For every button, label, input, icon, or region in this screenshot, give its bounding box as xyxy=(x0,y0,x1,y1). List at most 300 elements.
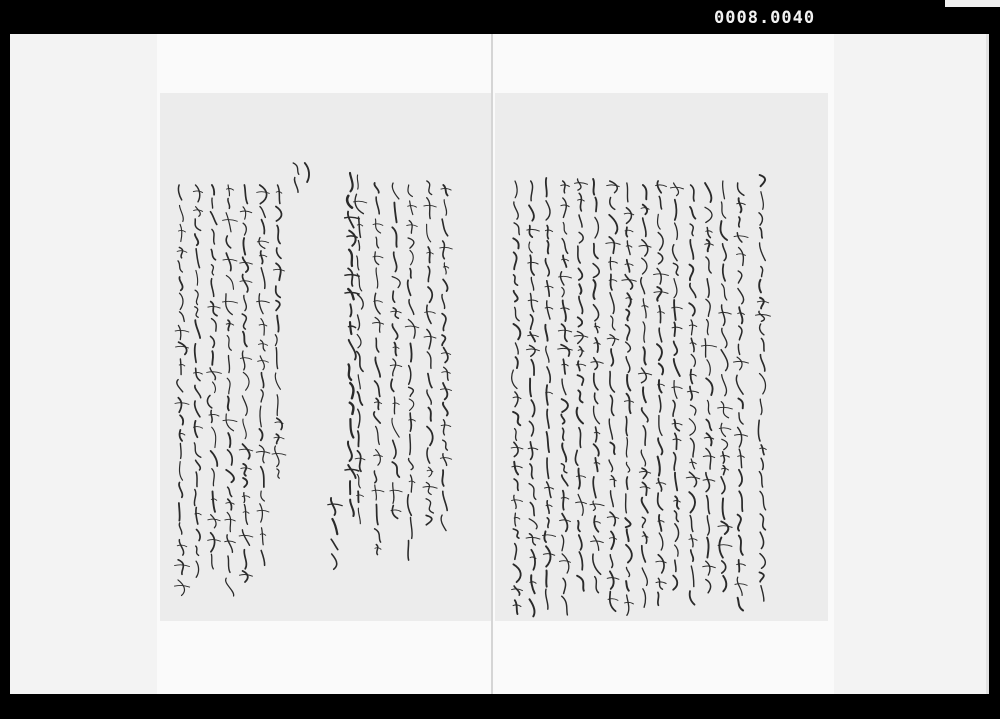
brush-stroke xyxy=(180,312,185,322)
brush-stroke xyxy=(738,344,739,354)
brush-stroke xyxy=(196,249,199,268)
brush-stroke xyxy=(226,414,234,431)
brush-stroke xyxy=(659,196,661,209)
brush-stroke xyxy=(514,291,518,302)
brush-stroke xyxy=(261,251,263,264)
brush-stroke xyxy=(515,181,517,198)
brush-stroke xyxy=(531,400,534,416)
brush-stroke xyxy=(513,529,519,538)
brush-stroke xyxy=(513,564,520,582)
brush-stroke xyxy=(642,368,647,383)
brush-stroke xyxy=(226,236,230,248)
brush-stroke xyxy=(526,229,539,231)
brush-stroke xyxy=(408,238,414,248)
brush-stroke xyxy=(626,545,632,563)
brush-stroke xyxy=(373,455,382,457)
brush-stroke xyxy=(562,514,567,532)
brush-stroke xyxy=(277,418,282,429)
brush-stroke xyxy=(643,299,646,318)
brush-stroke xyxy=(443,454,447,466)
brush-stroke xyxy=(707,320,709,335)
brush-stroke xyxy=(561,272,564,285)
brush-stroke xyxy=(514,442,518,456)
brush-stroke xyxy=(394,343,396,356)
brush-stroke xyxy=(721,423,726,436)
brush-stroke xyxy=(515,600,518,614)
brush-stroke xyxy=(196,561,198,577)
brush-stroke xyxy=(515,513,516,526)
brush-stroke xyxy=(375,381,380,396)
brush-stroke xyxy=(595,577,599,593)
text-column xyxy=(542,178,556,609)
brush-stroke xyxy=(228,499,232,510)
brush-stroke xyxy=(195,401,200,417)
brush-stroke xyxy=(242,351,244,370)
brush-stroke xyxy=(348,268,352,286)
brush-stroke xyxy=(707,400,710,414)
brush-stroke xyxy=(691,370,693,384)
brush-stroke xyxy=(427,224,431,242)
brush-stroke xyxy=(760,355,764,371)
brush-stroke xyxy=(211,250,215,260)
brush-stroke xyxy=(211,336,215,347)
brush-stroke xyxy=(174,565,190,567)
brush-stroke xyxy=(659,533,663,550)
brush-stroke xyxy=(179,483,182,498)
brush-stroke xyxy=(427,448,430,463)
brush-stroke xyxy=(428,287,432,302)
brush-stroke xyxy=(175,330,189,332)
brush-stroke xyxy=(643,205,647,215)
brush-stroke xyxy=(409,221,412,234)
brush-stroke xyxy=(226,294,233,315)
brush-stroke xyxy=(690,265,694,281)
brush-stroke xyxy=(561,205,570,207)
brush-stroke xyxy=(657,268,661,284)
brush-stroke xyxy=(374,471,376,483)
brush-stroke xyxy=(529,534,535,545)
brush-stroke xyxy=(689,419,695,436)
text-column xyxy=(353,175,367,524)
brush-stroke xyxy=(707,279,709,297)
brush-stroke xyxy=(350,322,351,334)
brush-stroke xyxy=(673,576,677,590)
brush-stroke xyxy=(690,224,693,236)
brush-stroke xyxy=(513,238,518,248)
right-page-handwriting xyxy=(495,93,828,621)
brush-stroke xyxy=(760,554,765,569)
brush-stroke xyxy=(707,360,710,375)
brush-stroke xyxy=(658,438,662,454)
brush-stroke xyxy=(262,528,264,545)
brush-stroke xyxy=(243,223,246,235)
brush-stroke xyxy=(643,347,646,364)
brush-stroke xyxy=(193,372,203,374)
brush-stroke xyxy=(242,314,246,329)
brush-stroke xyxy=(703,456,715,458)
brush-stroke xyxy=(760,243,766,261)
brush-stroke xyxy=(611,491,614,507)
brush-stroke xyxy=(410,250,413,264)
brush-stroke xyxy=(350,383,353,398)
brush-stroke xyxy=(439,247,452,249)
brush-stroke xyxy=(212,469,214,486)
brush-stroke xyxy=(272,453,287,455)
brush-stroke xyxy=(657,287,661,301)
brush-stroke xyxy=(195,219,201,230)
brush-stroke xyxy=(206,372,222,374)
brush-stroke xyxy=(376,268,378,288)
brush-stroke xyxy=(358,431,359,446)
brush-stroke xyxy=(408,420,415,422)
signature xyxy=(327,498,342,569)
brush-stroke xyxy=(563,491,564,510)
brush-stroke xyxy=(672,327,683,329)
brush-stroke xyxy=(720,221,727,240)
brush-stroke xyxy=(642,408,648,422)
brush-stroke xyxy=(390,490,403,492)
brush-stroke xyxy=(196,472,197,487)
brush-stroke xyxy=(179,503,180,521)
text-column xyxy=(174,185,190,596)
brush-stroke xyxy=(736,375,743,394)
brush-stroke xyxy=(579,428,581,448)
brush-stroke xyxy=(563,198,567,217)
brush-stroke xyxy=(256,192,269,194)
brush-stroke xyxy=(610,395,613,415)
brush-stroke xyxy=(706,561,710,575)
book-spine xyxy=(491,34,493,694)
frame-number: 0008.0040 xyxy=(714,8,816,28)
brush-stroke xyxy=(627,293,630,306)
brush-stroke xyxy=(276,286,281,297)
brush-stroke xyxy=(348,326,356,328)
brush-stroke xyxy=(259,255,267,257)
brush-stroke xyxy=(721,350,728,371)
brush-stroke xyxy=(178,580,185,596)
brush-stroke xyxy=(443,279,448,291)
brush-stroke xyxy=(410,201,413,215)
brush-stroke xyxy=(277,248,281,258)
brush-stroke xyxy=(609,237,614,253)
brush-stroke xyxy=(691,459,694,469)
brush-stroke xyxy=(178,185,181,200)
brush-stroke xyxy=(277,395,278,416)
brush-stroke xyxy=(643,322,645,342)
text-column xyxy=(717,181,732,591)
brush-stroke xyxy=(348,442,352,461)
brush-stroke xyxy=(595,338,598,352)
brush-stroke xyxy=(579,193,581,211)
brush-stroke xyxy=(375,529,381,542)
brush-stroke xyxy=(358,491,359,502)
brush-stroke xyxy=(409,387,414,396)
brush-stroke xyxy=(686,477,700,479)
brush-stroke xyxy=(594,406,600,423)
brush-stroke xyxy=(242,496,250,498)
brush-stroke xyxy=(358,409,360,427)
brush-stroke xyxy=(627,375,630,391)
brush-stroke xyxy=(227,336,231,351)
brush-stroke xyxy=(562,596,568,615)
brush-stroke xyxy=(691,320,693,335)
brush-stroke xyxy=(563,359,565,374)
brush-stroke xyxy=(408,495,412,516)
brush-stroke xyxy=(228,556,230,572)
brush-stroke xyxy=(561,464,567,473)
text-column xyxy=(511,181,524,614)
brush-stroke xyxy=(590,504,605,506)
brush-stroke xyxy=(211,265,213,275)
brush-stroke xyxy=(514,462,518,475)
brush-stroke xyxy=(595,217,599,238)
brush-stroke xyxy=(527,262,538,264)
brush-stroke xyxy=(408,320,415,339)
brush-stroke xyxy=(594,374,598,390)
brush-stroke xyxy=(738,598,744,611)
brush-stroke xyxy=(657,181,661,193)
text-column xyxy=(701,183,717,593)
text-column xyxy=(256,185,270,565)
brush-stroke xyxy=(701,345,717,347)
brush-stroke xyxy=(529,519,537,529)
brush-stroke xyxy=(358,508,360,524)
brush-stroke xyxy=(626,581,629,591)
brush-stroke xyxy=(659,416,662,436)
brush-stroke xyxy=(228,185,229,196)
brush-stroke xyxy=(526,349,540,351)
brush-stroke xyxy=(733,361,749,363)
brush-stroke xyxy=(642,258,647,274)
brush-stroke xyxy=(240,281,253,283)
brush-stroke xyxy=(305,163,309,182)
brush-stroke xyxy=(594,358,598,370)
brush-stroke xyxy=(594,536,599,550)
brush-stroke xyxy=(228,199,230,209)
brush-stroke xyxy=(736,564,745,566)
brush-stroke xyxy=(722,328,727,347)
brush-stroke xyxy=(514,324,521,339)
brush-stroke xyxy=(428,247,430,263)
brush-stroke xyxy=(244,550,246,569)
brush-stroke xyxy=(578,390,582,402)
brush-stroke xyxy=(442,295,445,309)
brush-stroke xyxy=(643,387,646,402)
brush-stroke xyxy=(530,464,533,479)
brush-stroke xyxy=(409,366,411,385)
brush-stroke xyxy=(626,438,627,457)
brush-stroke xyxy=(674,453,676,470)
brush-stroke xyxy=(761,267,763,277)
brush-stroke xyxy=(376,398,379,409)
brush-stroke xyxy=(227,378,230,394)
brush-stroke xyxy=(530,379,531,397)
brush-stroke xyxy=(211,212,217,225)
brush-stroke xyxy=(659,306,660,323)
brush-stroke xyxy=(719,538,723,558)
brush-stroke xyxy=(228,433,230,447)
brush-stroke xyxy=(243,444,250,459)
brush-stroke xyxy=(273,269,285,271)
brush-stroke xyxy=(544,531,546,542)
brush-stroke xyxy=(357,224,363,226)
brush-stroke xyxy=(739,491,742,511)
brush-stroke xyxy=(706,448,711,469)
brush-stroke xyxy=(276,434,279,443)
brush-stroke xyxy=(706,420,711,431)
brush-stroke xyxy=(543,554,555,556)
brush-stroke xyxy=(275,373,280,389)
brush-stroke xyxy=(227,535,233,553)
brush-stroke xyxy=(442,470,443,486)
brush-stroke xyxy=(261,467,264,487)
brush-stroke xyxy=(737,233,742,242)
brush-stroke xyxy=(392,324,397,339)
brush-stroke xyxy=(197,530,201,541)
brush-stroke xyxy=(514,495,517,508)
brush-stroke xyxy=(761,192,763,210)
brush-stroke xyxy=(739,326,742,340)
brush-stroke xyxy=(675,473,677,491)
brush-stroke xyxy=(211,499,217,501)
brush-stroke xyxy=(624,213,634,215)
brush-stroke xyxy=(760,399,762,414)
brush-stroke xyxy=(610,372,615,392)
brush-stroke xyxy=(196,185,200,202)
brush-stroke xyxy=(674,381,677,399)
brush-stroke xyxy=(392,418,399,437)
brush-stroke xyxy=(691,354,695,366)
brush-stroke xyxy=(562,535,564,551)
brush-stroke xyxy=(562,475,568,486)
brush-stroke xyxy=(595,458,597,471)
brush-stroke xyxy=(559,561,571,563)
text-column xyxy=(239,185,253,582)
brush-stroke xyxy=(659,396,661,412)
brush-stroke xyxy=(410,475,412,492)
brush-stroke xyxy=(562,379,566,395)
brush-stroke xyxy=(514,586,520,595)
brush-stroke xyxy=(562,399,568,412)
brush-stroke xyxy=(441,425,451,427)
brush-stroke xyxy=(276,301,280,311)
brush-stroke xyxy=(578,375,584,385)
brush-stroke xyxy=(350,173,353,191)
brush-stroke xyxy=(658,233,663,251)
brush-stroke xyxy=(739,217,740,227)
brush-stroke xyxy=(529,226,532,238)
brush-stroke xyxy=(761,458,763,469)
brush-stroke xyxy=(359,217,361,237)
brush-stroke xyxy=(376,450,381,466)
brush-stroke xyxy=(443,403,448,416)
brush-stroke xyxy=(358,241,359,251)
brush-stroke xyxy=(609,538,617,540)
brush-stroke xyxy=(226,213,231,232)
brush-stroke xyxy=(578,268,582,280)
brush-stroke xyxy=(642,568,647,585)
brush-stroke xyxy=(760,532,763,548)
brush-stroke xyxy=(261,551,264,566)
brush-stroke xyxy=(738,399,743,409)
brush-stroke xyxy=(723,466,725,475)
brush-stroke xyxy=(675,433,677,449)
brush-stroke xyxy=(547,482,551,498)
brush-stroke xyxy=(596,427,597,442)
brush-stroke xyxy=(393,291,395,302)
brush-stroke xyxy=(375,293,380,314)
brush-stroke xyxy=(428,467,431,477)
brush-stroke xyxy=(723,576,726,591)
brush-stroke xyxy=(332,554,337,569)
brush-stroke xyxy=(658,555,664,573)
brush-stroke xyxy=(358,392,363,405)
text-column xyxy=(606,181,621,611)
brush-stroke xyxy=(195,385,201,397)
brush-stroke xyxy=(275,446,279,467)
brush-stroke xyxy=(261,373,263,388)
brush-stroke xyxy=(593,477,596,498)
brush-stroke xyxy=(223,420,238,422)
brush-stroke xyxy=(530,442,532,460)
brush-stroke xyxy=(610,592,616,612)
brush-stroke xyxy=(547,432,550,452)
brush-stroke xyxy=(350,500,354,516)
brush-stroke xyxy=(674,420,679,431)
brush-stroke xyxy=(357,451,361,472)
left-page-handwriting xyxy=(160,93,491,621)
brush-stroke xyxy=(658,578,662,589)
brush-stroke xyxy=(627,183,628,202)
brush-stroke xyxy=(346,236,357,238)
brush-stroke xyxy=(195,320,200,338)
brush-stroke xyxy=(349,250,352,266)
text-column xyxy=(390,183,403,518)
brush-stroke xyxy=(212,229,215,244)
brush-stroke xyxy=(224,541,235,543)
brush-stroke xyxy=(675,496,679,508)
brush-stroke xyxy=(574,183,588,185)
brush-stroke xyxy=(707,496,710,514)
brush-stroke xyxy=(657,344,662,360)
brush-stroke xyxy=(261,491,265,501)
brush-stroke xyxy=(428,408,431,421)
brush-stroke xyxy=(626,357,630,373)
brush-stroke xyxy=(222,301,238,303)
brush-stroke xyxy=(610,293,614,314)
brush-stroke xyxy=(228,487,232,496)
brush-stroke xyxy=(209,414,220,416)
brush-stroke xyxy=(659,380,662,392)
brush-stroke xyxy=(579,284,581,294)
brush-stroke xyxy=(707,228,710,238)
brush-stroke xyxy=(563,223,567,235)
brush-stroke xyxy=(443,267,449,269)
brush-stroke xyxy=(177,380,183,392)
brush-stroke xyxy=(393,308,398,318)
brush-stroke xyxy=(180,359,181,375)
brush-stroke xyxy=(640,487,651,489)
brush-stroke xyxy=(717,407,732,409)
brush-stroke xyxy=(563,428,564,440)
brush-stroke xyxy=(546,178,547,197)
brush-stroke xyxy=(674,183,679,196)
brush-stroke xyxy=(409,300,414,315)
brush-stroke xyxy=(349,231,355,246)
brush-stroke xyxy=(180,205,184,221)
brush-stroke xyxy=(410,269,411,278)
text-column xyxy=(590,179,605,593)
